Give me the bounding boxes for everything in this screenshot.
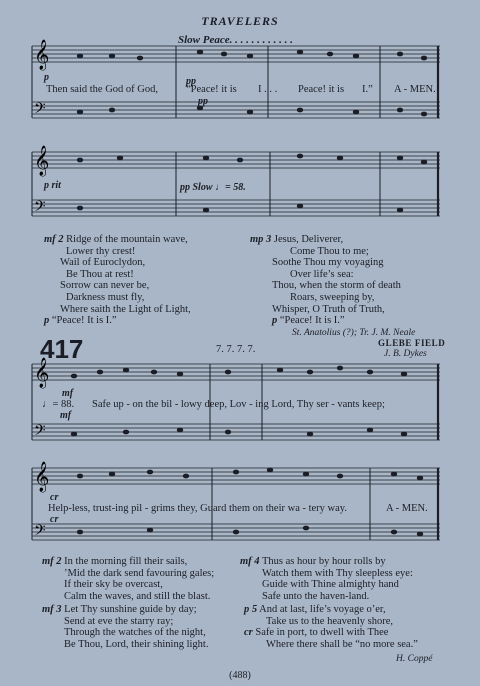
verse-line: Come Thou to me; <box>290 245 369 257</box>
svg-text:𝄢: 𝄢 <box>34 100 46 121</box>
verse-3 <box>42 604 208 650</box>
tempo-marking <box>42 399 74 410</box>
verse-mark: p <box>272 315 278 327</box>
staff-treble-a <box>32 46 440 62</box>
verse-line: Thou, when the storm of death <box>272 280 401 292</box>
verse-mark: mf 2 <box>42 556 62 567</box>
verse-line: Be Thou at rest! <box>66 268 134 280</box>
hymn-author: H. Coppé <box>396 654 433 664</box>
verse-mark: p <box>44 315 50 327</box>
verse-4 <box>240 556 413 602</box>
verse-line: If their sky be overcast, <box>64 579 163 591</box>
lyric-line-1: Then said the God of God, <box>46 84 158 95</box>
verse-line: Whisper, O Truth of Truth, <box>272 303 385 315</box>
svg-text:𝄞: 𝄞 <box>34 40 50 70</box>
verse-line: Ridge of the mountain wave, <box>66 234 188 245</box>
verse-line: “Peace! It is I.” <box>279 315 345 327</box>
tempo-slow: pp Slow ♩= 58. <box>180 182 246 193</box>
verse-line: Where there shall be “no more sea.” <box>266 638 418 650</box>
lyric-line-1d: Peace! it is <box>298 84 345 95</box>
tempo-value: ♩= 88. <box>42 399 75 410</box>
dynamic-pp-bass: pp <box>198 96 208 107</box>
verse-line: Watch them with Thy sleepless eye: <box>262 567 413 579</box>
verse-line: Darkness must fly, <box>66 291 145 303</box>
verse-mark: mp 3 <box>250 234 272 245</box>
dynamic-mf: mf <box>62 388 74 399</box>
hymn-lyrics-1: Safe up - on the bil - lowy deep, Lov - ing Lord, Thy ser - vants keep; <box>92 399 385 410</box>
svg-text:𝄞: 𝄞 <box>34 358 50 388</box>
svg-text:𝄢: 𝄢 <box>34 198 46 219</box>
dynamic-pp: pp <box>186 76 196 87</box>
lyric-line-1c: I . . . <box>258 84 278 95</box>
staff-treble-b <box>32 152 440 168</box>
hymn-number: 417 <box>40 334 84 364</box>
composer: J. B. Dykes <box>384 349 427 359</box>
svg-text:𝄢: 𝄢 <box>34 422 46 443</box>
lyric-line-1e: I.” <box>362 84 373 95</box>
verse-line: Jesus, Deliverer, <box>273 234 344 245</box>
verse-mark: p 5 <box>244 604 258 615</box>
verse-line: Wail of Euroclydon, <box>60 257 146 269</box>
verse-line: ’Mid the dark send favouring gales; <box>64 567 215 579</box>
staff-bass-a <box>32 102 440 118</box>
verse-line: And at last, life’s voyage o’er, <box>259 604 386 615</box>
svg-text:𝄞: 𝄞 <box>34 146 50 176</box>
verse-line: Safe in port, to dwell with Thee <box>255 627 389 639</box>
staff-treble-417a <box>32 364 440 380</box>
attribution: St. Anatolius (?); Tr. J. M. Neale <box>292 328 416 338</box>
verse-line: Where saith the Light of Light, <box>60 303 191 315</box>
dynamic-p: p <box>44 72 49 83</box>
hymn-lyrics-2: Help-less, trust-ing pil - grims they, Guard them on their wa - tery way. <box>48 503 347 514</box>
verse-mark: mf 2 <box>44 234 64 245</box>
verse-line: Thus as hour by hour rolls by <box>261 556 386 567</box>
verse-line: “Peace! It is I.” <box>51 315 117 327</box>
svg-text:𝄞: 𝄞 <box>34 462 50 492</box>
verse-line: Lower thy crest! <box>66 245 136 257</box>
verse-5 <box>244 604 418 650</box>
hymn-amen: A - MEN. <box>386 503 428 514</box>
verse-line: Let Thy sunshine guide by day; <box>64 604 197 615</box>
verse-line: In the morning fill their sails, <box>64 556 188 567</box>
dynamic-mf-bass: mf <box>60 410 72 421</box>
tempo-direction: Slow Peace. . . . . . . . . . . . <box>178 34 293 46</box>
stanza-2 <box>44 234 191 327</box>
verse-line: Be Thou, Lord, their shining light. <box>64 638 209 650</box>
tune-name: GLEBE FIELD <box>378 338 446 348</box>
verse-line: Soothe Thou my voyaging <box>272 257 384 269</box>
staff-bass-b <box>32 200 440 216</box>
dynamic-p-rit: p rit <box>44 180 61 191</box>
verse-line: Through the watches of the night, <box>64 627 206 639</box>
page-number: (488) <box>229 670 251 681</box>
verse-line: Safe unto the haven-land. <box>262 590 370 602</box>
verse-mark: mf 3 <box>42 604 62 615</box>
verse-line: Sorrow can never be, <box>60 280 150 292</box>
verse-mark: mf 4 <box>240 556 260 567</box>
verse-line: Roars, sweeping by, <box>290 291 375 303</box>
svg-text:𝄢: 𝄢 <box>34 522 46 543</box>
dynamic-cr-bass: cr <box>50 514 59 525</box>
page-title: TRAVELERS <box>201 14 279 28</box>
verse-line: Calm the waves, and still the blast. <box>64 590 211 602</box>
verse-line: Guide with Thine almighty hand <box>262 579 399 591</box>
verse-line: Over life’s sea: <box>290 268 354 280</box>
verse-line: Send at eve the starry ray; <box>64 615 174 627</box>
verse-2 <box>42 556 214 602</box>
staff-bass-417a <box>32 424 440 440</box>
verse-mark: cr <box>244 627 253 639</box>
dynamic-cr: cr <box>50 492 59 503</box>
hymn-meter: 7. 7. 7. 7. <box>216 344 256 355</box>
lyric-line-1b: “Peace! it is <box>186 84 237 95</box>
stanza-3 <box>250 234 401 327</box>
lyric-amen: A - MEN. <box>394 84 436 95</box>
verse-line: Take us to the heavenly shore, <box>266 615 393 627</box>
